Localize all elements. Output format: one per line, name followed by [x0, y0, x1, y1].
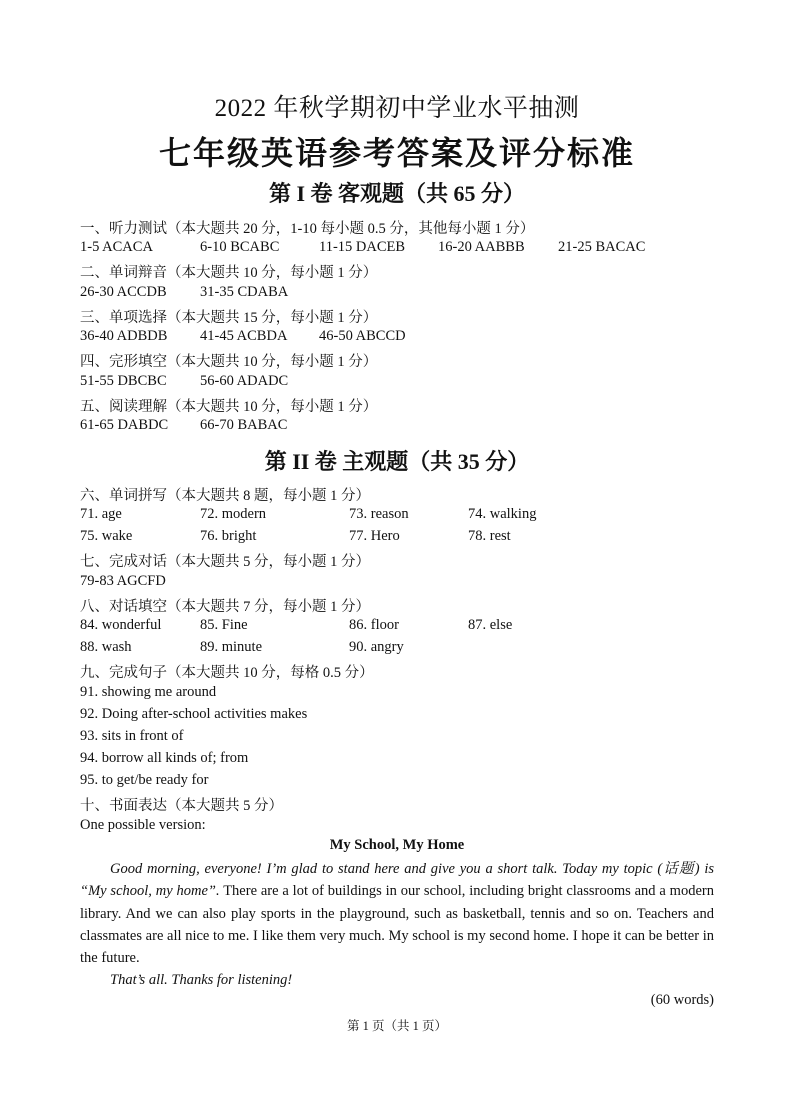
essay-closing-text: That’s all. Thanks for listening!: [110, 972, 293, 988]
answer-group: 36-40 ADBDB: [80, 328, 168, 344]
answer-item: 92. Doing after-school activities makes: [80, 706, 308, 722]
answer-item: 75. wake: [80, 528, 133, 544]
answer-group: 6-10 BCABC: [200, 239, 280, 255]
answer-item: 91. showing me around: [80, 684, 217, 700]
answer-item: 74. walking: [468, 506, 537, 522]
section-heading: 四、完形填空（本大题共 10 分，每小题 1 分）: [80, 354, 378, 370]
answer-item: 87. else: [468, 617, 513, 633]
answer-item: 76. bright: [200, 528, 257, 544]
section-heading: 三、单项选择（本大题共 15 分，每小题 1 分）: [80, 310, 378, 326]
answer-item: 77. Hero: [349, 528, 400, 544]
answer-group: 46-50 ABCCD: [319, 328, 406, 344]
answer-item: 93. sits in front of: [80, 728, 184, 744]
answer-group: 79-83 AGCFD: [80, 573, 166, 589]
answer-item: 78. rest: [468, 528, 511, 544]
answer-item: 73. reason: [349, 506, 409, 522]
page-footer: 第 1 页（共 1 页）: [346, 1019, 447, 1033]
section-heading: 八、对话填空（本大题共 7 分，每小题 1 分）: [80, 599, 370, 615]
answer-group: 41-45 ACBDA: [200, 328, 288, 344]
answer-group: 16-20 AABBB: [438, 239, 525, 255]
section-heading: 九、完成句子（本大题共 10 分，每格 0.5 分）: [80, 665, 374, 681]
answer-group: 66-70 BABAC: [200, 417, 288, 433]
answer-item: 94. borrow all kinds of; from: [80, 750, 249, 766]
document-title: 七年级英语参考答案及评分标准: [158, 135, 635, 171]
word-count: (60 words): [650, 992, 714, 1008]
essay-intro: One possible version:: [80, 817, 206, 833]
section-heading: 一、听力测试（本大题共 20 分，1-10 每小题 0.5 分，其他每小题 1 分）: [80, 221, 535, 237]
section-heading: 五、阅读理解（本大题共 10 分，每小题 1 分）: [80, 399, 378, 415]
answer-group: 11-15 DACEB: [319, 239, 406, 255]
essay-closing: [80, 969, 714, 991]
answer-item: 95. to get/be ready for: [80, 772, 209, 788]
section-heading: 十、书面表达（本大题共 5 分）: [80, 798, 283, 814]
answer-group: 51-55 DBCBC: [80, 373, 167, 389]
answer-item: 88. wash: [80, 639, 132, 655]
part1-title: 第 I 卷 客观题（共 65 分）: [268, 181, 526, 206]
answer-group: 26-30 ACCDB: [80, 284, 167, 300]
answer-item: 90. angry: [349, 639, 404, 655]
essay-paragraph: [80, 858, 714, 969]
section-heading: 七、完成对话（本大题共 5 分，每小题 1 分）: [80, 554, 370, 570]
essay-title: My School, My Home: [329, 837, 465, 853]
answer-item: 84. wonderful: [80, 617, 162, 633]
answer-group: 1-5 ACACA: [80, 239, 153, 255]
answer-group: 21-25 BACAC: [558, 239, 646, 255]
answer-item: 86. floor: [349, 617, 399, 633]
exam-title: 2022 年秋学期初中学业水平抽测: [214, 95, 580, 122]
answer-item: 71. age: [80, 506, 122, 522]
answer-item: 89. minute: [200, 639, 263, 655]
section-heading: 六、单词拼写（本大题共 8 题，每小题 1 分）: [80, 488, 370, 504]
answer-item: 72. modern: [200, 506, 267, 522]
essay-body: There are a lot of buildings in our school, including bright classrooms and a modern library. And we can also play sports in the playground, such as basketball, tennis and so on. Teachers and classmates are all nice to me. I like them very much. My school is my second home. I hope it can be better in the future.: [80, 883, 714, 967]
answer-group: 61-65 DABDC: [80, 417, 169, 433]
answer-group: 56-60 ADADC: [200, 373, 289, 389]
answer-group: 31-35 CDABA: [200, 284, 289, 300]
essay-opening: Good morning, everyone! I’m glad to stand here and give you a short talk. Today my topic (话题) is “My school, my home”.: [80, 861, 714, 900]
answer-item: 85. Fine: [200, 617, 248, 633]
section-heading: 二、单词辩音（本大题共 10 分，每小题 1 分）: [80, 265, 378, 281]
part2-title: 第 II 卷 主观题（共 35 分）: [264, 449, 530, 474]
